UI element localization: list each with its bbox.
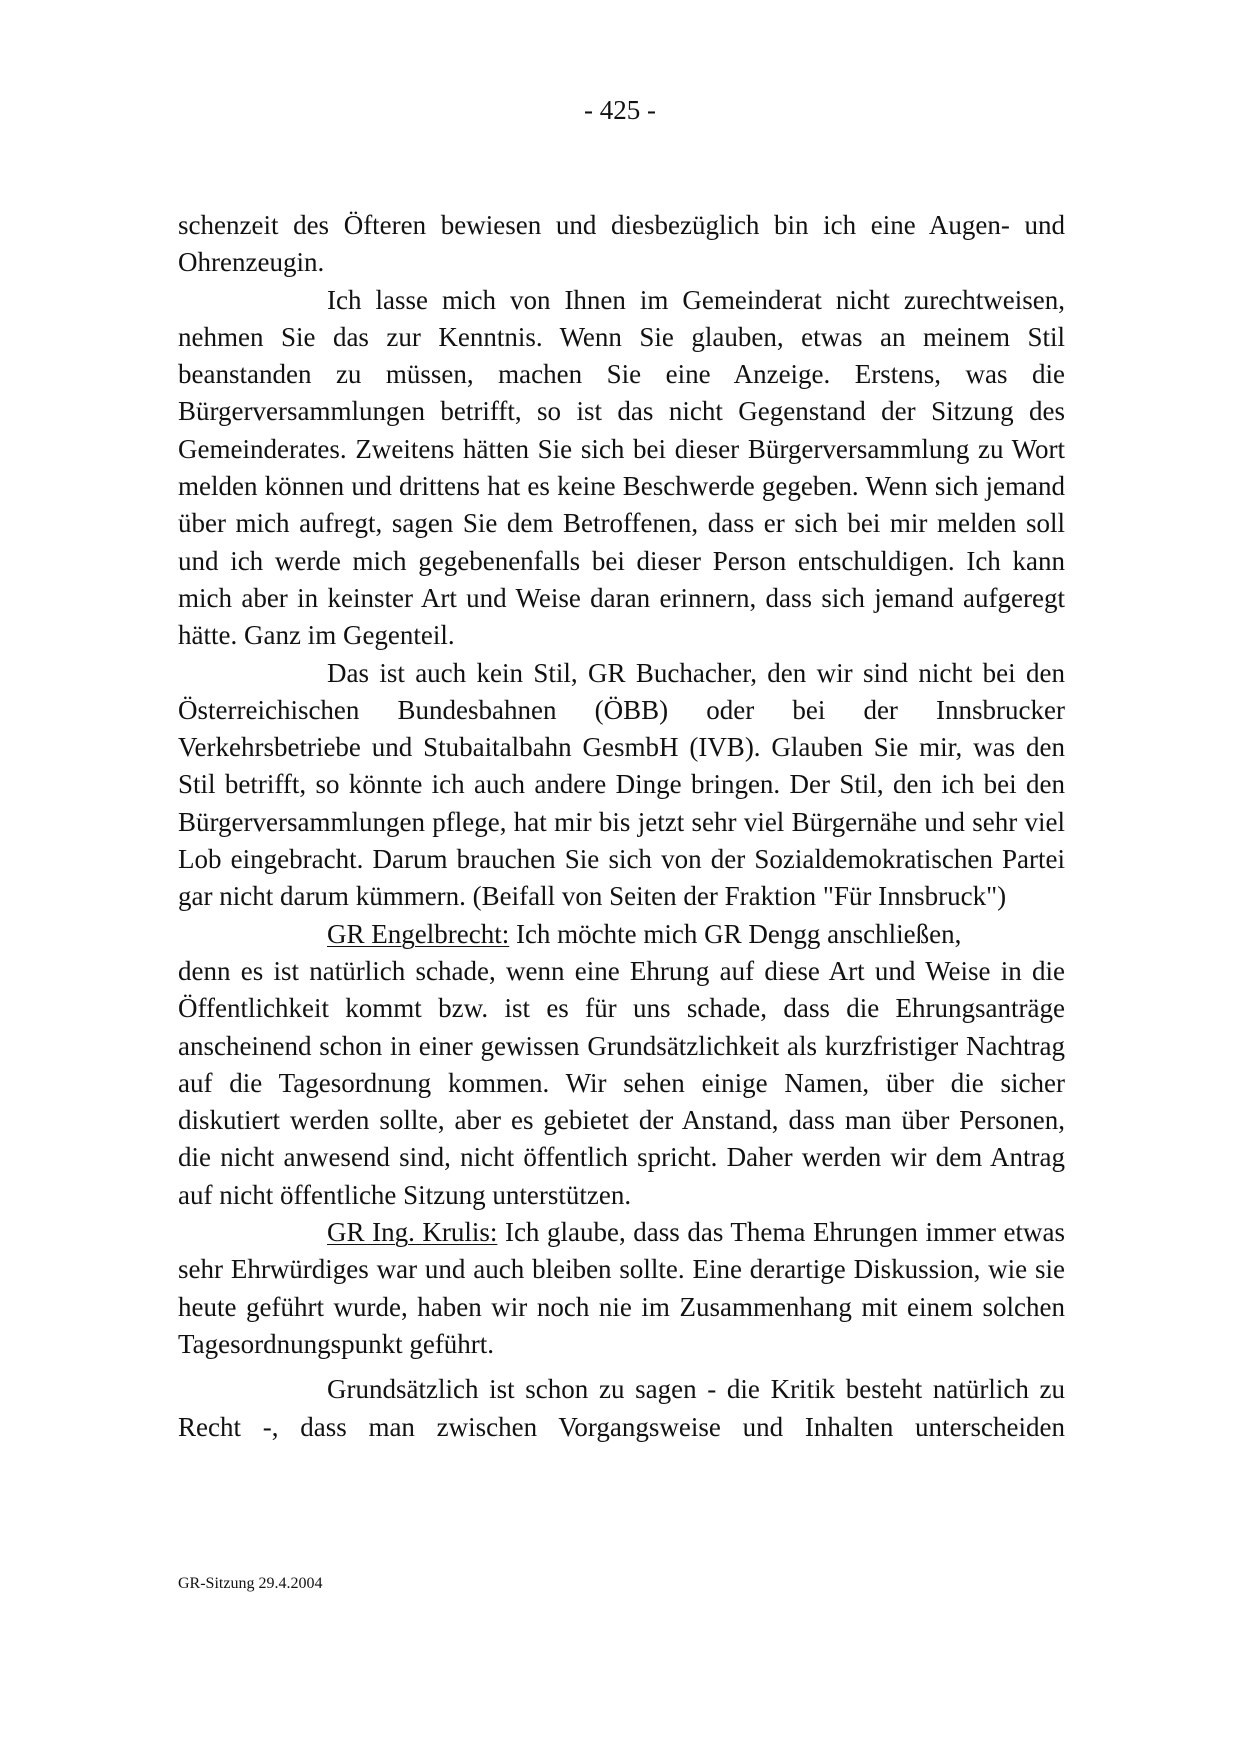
paragraph-text: schenzeit des Öfteren bewiesen und diesbezüglich bin ich eine Augen- und Ohrenzeugin. — [178, 210, 1065, 278]
paragraph-text: Ich glaube, dass das Thema Ehrungen immer etwas sehr Ehrwürdiges war und auch bleiben sollte. Eine derartige Diskussion, wie sie heute geführt wurde, haben wir noch nie im Zusammenhang mit einem solchen Tagesordnungspunkt geführt. — [178, 1217, 1065, 1359]
paragraph-text: Das ist auch kein Stil, GR Buchacher, den wir sind nicht bei den Österreichischen Bundesbahnen (ÖBB) oder bei der Innsbrucker Verkehrsbetriebe und Stubaitalbahn GesmbH (IVB). Glauben Sie mir, was den Stil betrifft, so könnte ich auch andere Dinge bringen. Der Stil, den ich bei den Bürgerversammlungen pflege, hat mir bis jetzt sehr viel Bürgernähe und sehr viel Lob eingebracht. Darum brauchen Sie sich von der Sozialdemokratischen Partei gar nicht darum kümmern. (Beifall von Seiten der Fraktion "Für Innsbruck") — [178, 657, 1065, 912]
paragraph-text: Ich lasse mich von Ihnen im Gemeinderat nicht zurechtweisen, nehmen Sie das zur Kenntnis. Wenn Sie glauben, etwas an meinem Stil beanstanden zu müssen, machen Sie eine Anzeige. Erstens, was die Bürgerversammlungen betrifft, so ist das nicht Gegenstand der Sitzung des Gemeinderates. Zweitens hätten Sie sich bei dieser Bürgerversammlung zu Wort melden können und drittens hat es keine Beschwerde gegeben. Wenn sich jemand über mich aufregt, sagen Sie dem Betroffenen, dass er sich bei mir melden soll und ich werde mich gegebenenfalls bei dieser Person entschuldigen. Ich kann mich aber in keinster Art und Weise daran erinnern, dass sich jemand aufgeregt hätte. Ganz im Gegenteil. — [178, 284, 1065, 651]
paragraph-engelbrecht-intro — [178, 916, 1065, 953]
speaker-name: GR Ing. Krulis: — [327, 1217, 498, 1248]
footer-session-label: GR-Sitzung 29.4.2004 — [178, 1575, 323, 1592]
speaker-name: GR Engelbrecht: — [327, 918, 510, 949]
paragraph-text: denn es ist natürlich schade, wenn eine Ehrung auf diese Art und Weise in die Öffentlichkeit kommt bzw. ist es für uns schade, dass die Ehrungsanträge anscheinend schon in einer gewissen Grundsätzlichkeit als kurzfristiger Nachtrag auf die Tagesordnung kommen. Wir sehen einige Namen, über die sicher diskutiert werden sollte, aber es gebietet der Anstand, dass man über Personen, die nicht anwesend sind, nicht öffentlich spricht. Daher werden wir dem Antrag auf nicht öffentliche Sitzung unterstützen. — [178, 955, 1065, 1210]
document-body — [178, 207, 1065, 1446]
paragraph-principle — [178, 1371, 1065, 1446]
paragraph-text: Grundsätzlich ist schon zu sagen - die Kritik besteht natürlich zu Recht -, dass man zwischen Vorgangsweise und Inhalten unterscheiden — [178, 1374, 1065, 1442]
page-number: - 425 - — [584, 95, 656, 125]
paragraph-engelbrecht-statement — [178, 953, 1065, 1214]
paragraph-continuation — [178, 207, 1065, 282]
paragraph-gap — [178, 1363, 1065, 1371]
paragraph-style — [178, 655, 1065, 916]
paragraph-text: Ich möchte mich GR Dengg anschließen, — [509, 918, 962, 949]
paragraph-krulis — [178, 1214, 1065, 1363]
paragraph-no-reprimand — [178, 282, 1065, 655]
